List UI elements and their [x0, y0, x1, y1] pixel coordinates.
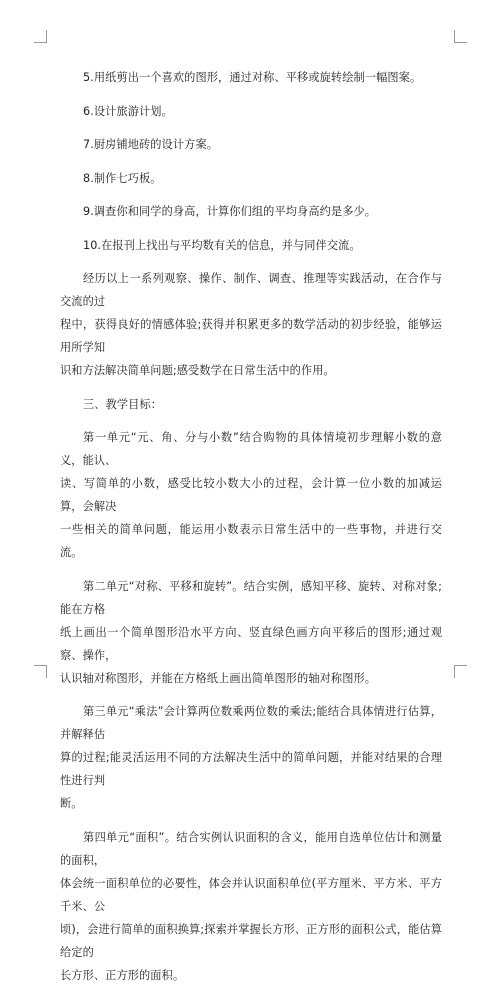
unit-4-line: 顷)，会进行简单的面积换算;探索并掌握长方形、正方形的面积公式，能估算给定的 — [60, 922, 442, 959]
unit-1-line: 第一单元“元、角、分与小数”结合购物的具体情境初步理解小数的意义，能认、 — [60, 431, 442, 467]
unit-2-line: 认识轴对称图形，并能在方格纸上画出简单图形的轴对称图形。 — [60, 671, 377, 685]
unit-4-line: 体会统一面积单位的必要性，体会并认识面积单位(平方厘米、平方米、平方千米、公 — [60, 876, 442, 913]
unit-3-paragraph — [60, 700, 442, 815]
unit-3-line: 断。 — [60, 797, 83, 810]
crop-mark-top-left — [34, 30, 47, 43]
crop-mark-bottom-right — [454, 665, 467, 678]
activity-item-8: 8.制作七巧板。 — [83, 171, 162, 185]
section-heading: 三、教学目标： — [83, 397, 163, 411]
activity-item-10: 10.在报刊上找出与平均数有关的信息，并与同伴交流。 — [83, 238, 361, 252]
unit-2-paragraph — [60, 575, 442, 690]
unit-4-paragraph — [60, 826, 442, 987]
crop-mark-bottom-left — [34, 665, 47, 678]
summary-line: 程中，获得良好的情感体验;获得并积累更多的数学活动的初步经验，能够运用所学知 — [60, 318, 442, 354]
activity-item-6: 6.设计旅游计划。 — [83, 104, 173, 118]
unit-2-line: 纸上画出一个简单图形沿水平方向、竖直绿色画方向平移后的图形;通过观察、操作， — [60, 625, 442, 662]
unit-3-line: 第三单元“乘法”会计算两位数乘两位数的乘法;能结合具体情进行估算，并解释估 — [60, 705, 442, 741]
unit-2-line: 第二单元“对称、平移和旋转”。结合实例，感知平移、旋转、对称对象;能在方格 — [60, 579, 442, 616]
activity-item-9: 9.调查你和同学的身高，计算你们组的平均身高约是多少。 — [83, 205, 377, 218]
summary-paragraph — [60, 267, 442, 382]
unit-1-line: 一些相关的简单问题，能运用小数表示日常生活中的一些事物，并进行交流。 — [60, 523, 442, 559]
unit-3-line: 算的过程;能灵活运用不同的方法解决生活中的简单问题，并能对结果的合理性进行判 — [60, 751, 442, 787]
unit-4-line: 第四单元“面积”。结合实例认识面积的含义，能用自选单位估计和测量的面积， — [60, 830, 442, 867]
activity-item-5: 5.用纸剪出一个喜欢的图形，通过对称、平移或旋转绘制一幅图案。 — [83, 71, 422, 84]
unit-4-line: 长方形、正方形的面积。 — [60, 968, 185, 982]
document-body — [60, 66, 442, 997]
unit-1-line: 读、写简单的小数，感受比较小数大小的过程，会计算一位小数的加减运算，会解决 — [60, 477, 442, 513]
summary-line: 经历以上一系列观察、操作、制作、调查、推理等实践活动，在合作与交流的过 — [60, 272, 442, 308]
unit-1-paragraph — [60, 426, 442, 564]
activity-item-7: 7.厨房铺地砖的设计方案。 — [83, 138, 219, 151]
crop-mark-top-right — [454, 30, 467, 43]
summary-line: 识和方法解决简单问题;感受数学在日常生活中的作用。 — [60, 364, 335, 377]
